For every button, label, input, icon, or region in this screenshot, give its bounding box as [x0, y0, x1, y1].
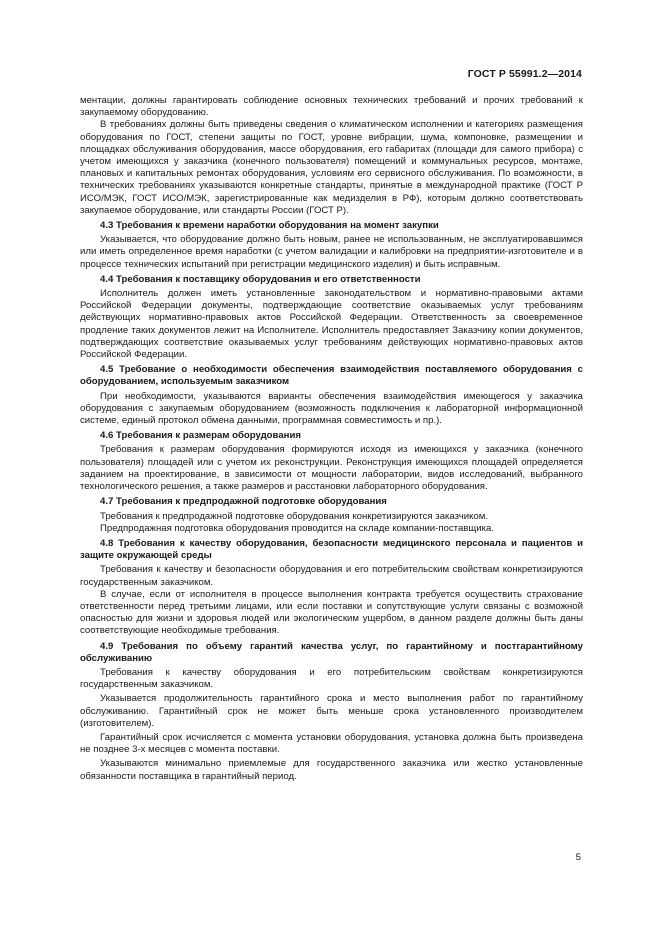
page-number: 5 [575, 852, 581, 863]
paragraph: В требованиях должны быть приведены сведения о климатическом исполнении и категориях размещения оборудования по ГОСТ, степени защиты по ГОСТ, уровне вибрации, шума, компоновке, размещении и площадках обслуживания оборудования, массе оборудования, его габаритах (площади для самого прибора) с учетом имеющихся у заказчика (конечного пользователя) помещений и коммунальных ресурсов, монтаже, плановых и капитальных ремонтах оборудования, условиям его сервисного обслуживания. По возможности, в технических требованиях указываются конкретные стандарты, принятые в международной практике (ГОСТ Р ИСО/МЭК, ГОСТ ИСО/МЭК, зарегистрированные как медизделия в РФ), которым должно соответствовать закупаемое оборудование, или стандарты России (ГОСТ Р). [80, 119, 583, 216]
paragraph: Требования к размерам оборудования формируются исходя из имеющихся у заказчика (конечного пользователя) площадей или с учетом их реконструкции. Реконструкция имеющихся площадей определяется заданием на проектирование, в зависимости от мощности лаборатории, видов исследований, выбранного технологического решения, а также размеров и расстановки лабораторного оборудования. [80, 444, 583, 493]
section-heading-4-9: 4.9 Требования по объему гарантий качества услуг, по гарантийному и постгарантийному обслуживанию [80, 640, 583, 664]
paragraph: Требования к предпродажной подготовке оборудования конкретизируются заказчиком. [100, 510, 489, 522]
paragraph: Требования к качеству и безопасности оборудования и его потребительским свойствам конкретизируются государственным заказчиком. [80, 564, 583, 588]
paragraph: Указывается, что оборудование должно быть новым, ранее не использованным, не эксплуатировавшимся или иметь определенное время наработки (с учетом валидации и калибровки на предприятии-изготовителе и в процессе технических испытаний при регистрации медицинского изделия) и быть исправным. [80, 234, 583, 270]
paragraph: Исполнитель должен иметь установленные законодательством и нормативно-правовыми актами Российской Федерации документы, подтверждающие соответствие оказываемых услуг требованиям действующих нормативно-правовых актов Российской Федерации. Ответственность за своевременное продление таких документов лежит на Исполнителе. Исполнитель предоставляет Заказчику копии документов, подтверждающих соответствие оказываемых услуг требованиям действующих нормативно-правовых актов Российской Федерации. [80, 288, 583, 361]
section-heading-4-8: 4.8 Требования к качеству оборудования, безопасности медицинского персонала и пациентов и защите окружающей среды [80, 537, 583, 562]
section-heading-4-6: 4.6 Требования к размерам оборудования [100, 430, 301, 442]
paragraph: При необходимости, указываются варианты обеспечения взаимодействия имеющегося у заказчика оборудования с закупаемым оборудованием (возможность подключения к лабораторной информационной системе, единый протокол обмена данными, программная совместимость и пр.). [80, 390, 583, 427]
section-heading-4-7: 4.7 Требования к предпродажной подготовке оборудования [100, 496, 387, 508]
paragraph: Предпродажная подготовка оборудования проводится на складе компании-поставщика. [100, 522, 495, 534]
paragraph: Указываются минимально приемлемые для государственного заказчика или жестко установленные обязанности поставщика в гарантийный период. [80, 758, 583, 782]
section-heading-4-4: 4.4 Требования к поставщику оборудования и его ответственности [100, 273, 421, 285]
paragraph: Требования к качеству оборудования и его потребительским свойствам конкретизируются государственным заказчиком. [80, 666, 583, 691]
document-body [80, 95, 583, 783]
paragraph: Гарантийный срок исчисляется с момента установки оборудования, установка должна быть произведена не позднее 3-х месяцев с момента поставки. [80, 731, 583, 756]
paragraph: Указывается продолжительность гарантийного срока и место выполнения работ по гарантийному обслуживанию. Гарантийный срок не может быть меньше срока установленного производителем (изготовителем). [80, 693, 583, 729]
paragraph: В случае, если от исполнителя в процессе выполнения контракта требуется осуществить страхование ответственности перед третьими лицами, или если поставки и сопутствующие услуги связаны с возможной опасностью для жизни и здоровья людей или экологическим ущербом, в данном разделе должны быть даны соответствующие необходимые требования. [80, 588, 583, 637]
section-heading-4-3: 4.3 Требования к времени наработки оборудования на момент закупки [100, 220, 439, 232]
document-id-header: ГОСТ Р 55991.2—2014 [467, 68, 582, 80]
paragraph: ментации, должны гарантировать соблюдение основных технических требований и прочих требований к закупаемому оборудованию. [80, 95, 583, 119]
section-heading-4-5: 4.5 Требование о необходимости обеспечения взаимодействия поставляемого оборудования с оборудованием, используемым заказчиком [80, 364, 583, 388]
